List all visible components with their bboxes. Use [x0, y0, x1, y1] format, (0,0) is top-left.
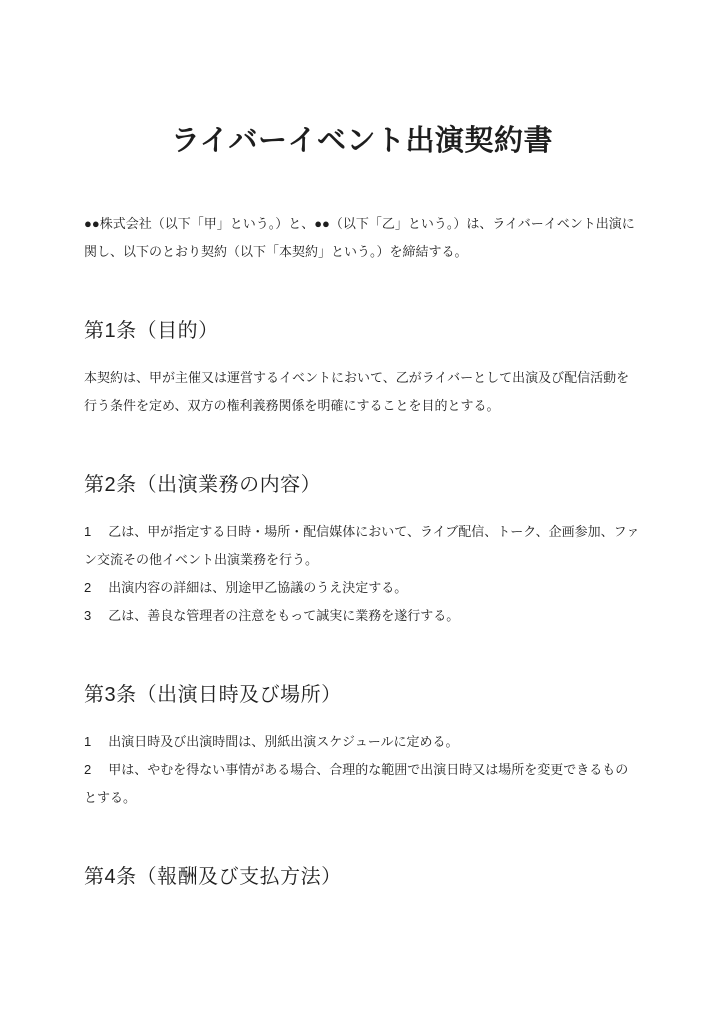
section-heading: 第2条（出演業務の内容）: [84, 474, 322, 496]
section-items: [84, 728, 640, 812]
section-clause-item: [84, 602, 640, 630]
contract-section: [84, 470, 640, 630]
section-heading: 第3条（出演日時及び場所）: [84, 684, 342, 706]
clause-number: 1: [84, 524, 92, 539]
section-items: [84, 518, 640, 630]
clause-number: 3: [84, 608, 92, 623]
section-heading: 第4条（報酬及び支払方法）: [84, 866, 342, 888]
contract-section: [84, 862, 640, 892]
section-clause-item: [84, 756, 640, 812]
sections-container: [84, 316, 640, 892]
section-clause-item: [84, 574, 640, 602]
clause-number: 2: [84, 580, 92, 595]
clause-text: 乙は、甲が指定する日時・場所・配信媒体において、ライブ配信、トーク、企画参加、ファン交流その他イベント出演業務を行う。: [84, 524, 640, 567]
section-heading: 第1条（目的）: [84, 320, 219, 342]
clause-text: 出演日時及び出演時間は、別紙出演スケジュールに定める。: [108, 734, 459, 749]
clause-text: 甲は、やむを得ない事情がある場合、合理的な範囲で出演日時又は場所を変更できるものとする。: [84, 762, 629, 805]
clause-text: 乙は、善良な管理者の注意をもって誠実に業務を遂行する。: [108, 608, 460, 623]
section-paragraph: 本契約は、甲が主催又は運営するイベントにおいて、乙がライバーとして出演及び配信活動を行う条件を定め、双方の権利義務関係を明確にすることを目的とする。: [84, 370, 630, 413]
contract-section: [84, 316, 640, 420]
contract-section: [84, 680, 640, 812]
section-clause-item: [84, 728, 640, 756]
clause-number: 2: [84, 762, 92, 777]
section-clause-item: [84, 518, 640, 574]
clause-text: 出演内容の詳細は、別途甲乙協議のうえ決定する。: [108, 580, 408, 595]
document-intro-paragraph: ●●株式会社（以下「甲」という。）と、●●（以下「乙」という。）は、ライバーイベント出演に関し、以下のとおり契約（以下「本契約」という。）を締結する。: [84, 216, 635, 259]
document-title: ライバーイベント出演契約書: [170, 125, 554, 157]
clause-number: 1: [84, 734, 92, 749]
